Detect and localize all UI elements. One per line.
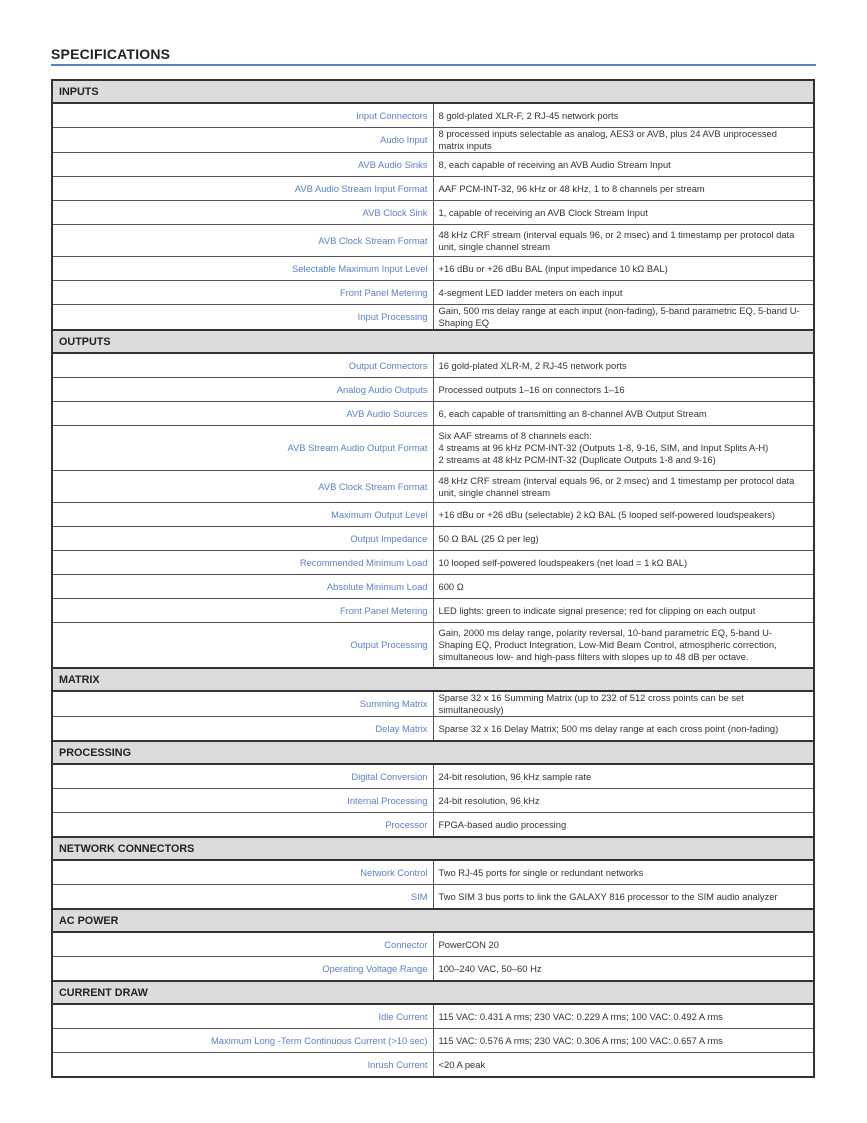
section-title: AC POWER xyxy=(52,909,814,932)
section-header xyxy=(52,837,814,860)
spec-row xyxy=(52,717,814,742)
spec-row xyxy=(52,551,814,575)
section-title: MATRIX xyxy=(52,668,814,691)
spec-value-line: 2 streams at 48 kHz PCM-INT-32 (Duplicate Outputs 1-8 and 9-16) xyxy=(438,454,716,465)
spec-row xyxy=(52,103,814,128)
spec-label: AVB Audio Sinks xyxy=(52,153,433,177)
spec-row xyxy=(52,885,814,910)
spec-value: 8, each capable of receiving an AVB Audio Stream Input xyxy=(433,153,814,177)
spec-value: 48 kHz CRF stream (interval equals 96, or 2 msec) and 1 timestamp per protocol data unit, single channel stream xyxy=(433,471,814,503)
spec-row xyxy=(52,257,814,281)
spec-row xyxy=(52,305,814,331)
title-divider xyxy=(51,64,816,66)
spec-value-line: 4 streams at 96 kHz PCM-INT-32 (Outputs 1-8, 9-16, SIM, and Input Splits A-H) xyxy=(438,442,769,453)
spec-value: Sparse 32 x 16 Delay Matrix; 500 ms delay range at each cross point (non-fading) xyxy=(433,717,814,742)
spec-row xyxy=(52,1053,814,1078)
spec-label: AVB Audio Sources xyxy=(52,402,433,426)
spec-value: +16 dBu or +26 dBu BAL (input impedance 10 kΩ BAL) xyxy=(433,257,814,281)
spec-value: 48 kHz CRF stream (interval equals 96, or 2 msec) and 1 timestamp per protocol data unit, single channel stream xyxy=(433,225,814,257)
spec-row xyxy=(52,177,814,201)
spec-row xyxy=(52,402,814,426)
spec-row xyxy=(52,813,814,838)
spec-label: Processor xyxy=(52,813,433,838)
spec-value: Two SIM 3 bus ports to link the GALAXY 816 processor to the SIM audio analyzer xyxy=(433,885,814,910)
page-title: SPECIFICATIONS xyxy=(51,46,171,62)
spec-label: Audio Input xyxy=(52,128,433,153)
spec-value: 8 gold-plated XLR-F, 2 RJ-45 network ports xyxy=(433,103,814,128)
section-title: CURRENT DRAW xyxy=(52,981,814,1004)
spec-value: PowerCON 20 xyxy=(433,932,814,957)
spec-label: Summing Matrix xyxy=(52,691,433,717)
spec-value: LED lights: green to indicate signal presence; red for clipping on each output xyxy=(433,599,814,623)
spec-label: AVB Audio Stream Input Format xyxy=(52,177,433,201)
spec-label: AVB Clock Sink xyxy=(52,201,433,225)
spec-value: 115 VAC: 0.576 A rms; 230 VAC: 0.306 A rms; 100 VAC: 0.657 A rms xyxy=(433,1029,814,1053)
spec-value: Gain, 2000 ms delay range, polarity reversal, 10-band parametric EQ, 5-band U-Shaping EQ, Product Integration, Low-Mid Beam Control, atmospheric correction, simultaneous low- and high-pass filters with slopes up to 48 dB per octave. xyxy=(433,623,814,669)
spec-label: AVB Stream Audio Output Format xyxy=(52,426,433,471)
spec-row xyxy=(52,128,814,153)
spec-label: Digital Conversion xyxy=(52,764,433,789)
spec-value-line: Six AAF streams of 8 channels each: xyxy=(438,430,592,441)
spec-row xyxy=(52,471,814,503)
spec-label: Internal Processing xyxy=(52,789,433,813)
spec-label: SIM xyxy=(52,885,433,910)
spec-label: AVB Clock Stream Format xyxy=(52,471,433,503)
spec-value: 600 Ω xyxy=(433,575,814,599)
section-title: INPUTS xyxy=(52,80,814,103)
spec-label: Input Processing xyxy=(52,305,433,331)
spec-label: Absolute Minimum Load xyxy=(52,575,433,599)
spec-value xyxy=(433,426,814,471)
spec-label: Operating Voltage Range xyxy=(52,957,433,982)
spec-row xyxy=(52,378,814,402)
section-header xyxy=(52,981,814,1004)
specifications-table-body xyxy=(52,80,814,1077)
spec-row xyxy=(52,623,814,669)
spec-row xyxy=(52,932,814,957)
spec-label: Recommended Minimum Load xyxy=(52,551,433,575)
spec-value: Sparse 32 x 16 Summing Matrix (up to 232 of 512 cross points can be set simultaneously) xyxy=(433,691,814,717)
specifications-table xyxy=(51,79,815,1078)
section-header xyxy=(52,741,814,764)
spec-label: Network Control xyxy=(52,860,433,885)
spec-label: Maximum Output Level xyxy=(52,503,433,527)
spec-label: Output Connectors xyxy=(52,353,433,378)
spec-value: 4-segment LED ladder meters on each input xyxy=(433,281,814,305)
spec-value: Two RJ-45 ports for single or redundant networks xyxy=(433,860,814,885)
spec-label: Output Impedance xyxy=(52,527,433,551)
spec-value: 24-bit resolution, 96 kHz sample rate xyxy=(433,764,814,789)
spec-value: Gain, 500 ms delay range at each input (non-fading), 5-band parametric EQ, 5-band U-Shaping EQ xyxy=(433,305,814,331)
spec-label: Front Panel Metering xyxy=(52,281,433,305)
spec-row xyxy=(52,353,814,378)
spec-label: Analog Audio Outputs xyxy=(52,378,433,402)
section-header xyxy=(52,330,814,353)
spec-row xyxy=(52,789,814,813)
spec-value: 10 looped self-powered loudspeakers (net load = 1 kΩ BAL) xyxy=(433,551,814,575)
spec-row xyxy=(52,503,814,527)
spec-label: AVB Clock Stream Format xyxy=(52,225,433,257)
spec-value: 100–240 VAC, 50–60 Hz xyxy=(433,957,814,982)
section-header xyxy=(52,668,814,691)
spec-row xyxy=(52,860,814,885)
spec-label: Front Panel Metering xyxy=(52,599,433,623)
spec-row xyxy=(52,691,814,717)
spec-row xyxy=(52,599,814,623)
spec-row xyxy=(52,281,814,305)
spec-row xyxy=(52,225,814,257)
section-title: OUTPUTS xyxy=(52,330,814,353)
spec-row xyxy=(52,764,814,789)
spec-label: Input Connectors xyxy=(52,103,433,128)
spec-label: Output Processing xyxy=(52,623,433,669)
spec-value: FPGA-based audio processing xyxy=(433,813,814,838)
spec-value: 115 VAC: 0.431 A rms; 230 VAC: 0.229 A rms; 100 VAC: 0.492 A rms xyxy=(433,1004,814,1029)
section-header xyxy=(52,80,814,103)
spec-value: 8 processed inputs selectable as analog, AES3 or AVB, plus 24 AVB unprocessed matrix inputs xyxy=(433,128,814,153)
spec-row xyxy=(52,527,814,551)
spec-row xyxy=(52,957,814,982)
spec-value: AAF PCM-INT-32, 96 kHz or 48 kHz, 1 to 8 channels per stream xyxy=(433,177,814,201)
spec-label: Inrush Current xyxy=(52,1053,433,1078)
section-title: PROCESSING xyxy=(52,741,814,764)
spec-row xyxy=(52,426,814,471)
spec-row xyxy=(52,1029,814,1053)
spec-row xyxy=(52,1004,814,1029)
spec-label: Idle Current xyxy=(52,1004,433,1029)
spec-value: 50 Ω BAL (25 Ω per leg) xyxy=(433,527,814,551)
spec-label: Maximum Long -Term Continuous Current (>10 sec) xyxy=(52,1029,433,1053)
spec-value: 1, capable of receiving an AVB Clock Stream Input xyxy=(433,201,814,225)
spec-row xyxy=(52,201,814,225)
spec-label: Connector xyxy=(52,932,433,957)
section-header xyxy=(52,909,814,932)
section-title: NETWORK CONNECTORS xyxy=(52,837,814,860)
spec-value: +16 dBu or +26 dBu (selectable) 2 kΩ BAL (5 looped self-powered loudspeakers) xyxy=(433,503,814,527)
spec-value: 24-bit resolution, 96 kHz xyxy=(433,789,814,813)
spec-value: <20 A peak xyxy=(433,1053,814,1078)
spec-value: 16 gold-plated XLR-M, 2 RJ-45 network ports xyxy=(433,353,814,378)
spec-row xyxy=(52,575,814,599)
spec-value: 6, each capable of transmitting an 8-channel AVB Output Stream xyxy=(433,402,814,426)
spec-value: Processed outputs 1–16 on connectors 1–16 xyxy=(433,378,814,402)
spec-label: Delay Matrix xyxy=(52,717,433,742)
spec-row xyxy=(52,153,814,177)
spec-label: Selectable Maximum Input Level xyxy=(52,257,433,281)
